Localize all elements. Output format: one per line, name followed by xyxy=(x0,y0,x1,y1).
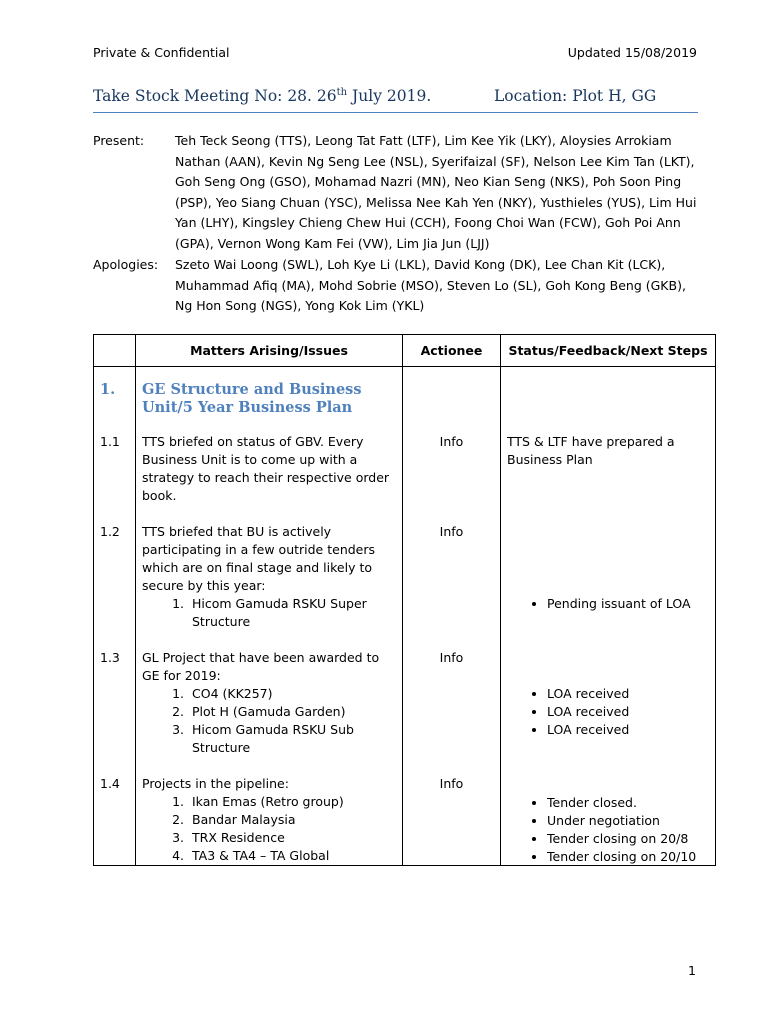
matter-list xyxy=(142,685,388,757)
actionee-column xyxy=(403,367,501,866)
present-label: Present: xyxy=(93,133,145,148)
list-item: 3. TRX Residence xyxy=(188,829,400,847)
status-bullet: • Under negotiation xyxy=(547,812,759,830)
status-bullet: • Pending issuant of LOA xyxy=(547,595,759,613)
col-header-num xyxy=(94,335,136,367)
meeting-title-sup: th xyxy=(336,87,348,98)
matter-text-line: Projects in the pipeline: xyxy=(142,776,289,791)
row-number: 1.4 xyxy=(100,776,120,791)
list-item: 1. Hicom Gamuda RSKU Super Structure xyxy=(188,595,388,631)
page-number: 1 xyxy=(688,963,696,978)
num-column xyxy=(94,367,136,866)
actionee: Info xyxy=(439,776,464,791)
matter-list xyxy=(142,595,388,631)
actionee: Info xyxy=(439,524,464,539)
header-confidential: Private & Confidential xyxy=(93,45,230,60)
matters-column xyxy=(136,367,403,866)
col-header-matters: Matters Arising/Issues xyxy=(136,335,403,367)
meeting-title xyxy=(93,87,431,105)
meeting-location: Location: Plot H, GG xyxy=(494,87,657,105)
matters-table xyxy=(93,334,716,866)
actionee: Info xyxy=(439,434,464,449)
list-item: 4. TA3 & TA4 – TA Global xyxy=(188,847,400,865)
status-1-4 xyxy=(501,794,759,866)
meeting-title-prefix: Take Stock Meeting No: 28. 26 xyxy=(93,87,337,106)
row-number: 1.3 xyxy=(100,650,120,665)
status-1-3 xyxy=(501,685,759,739)
list-item: 2. Bandar Malaysia xyxy=(188,811,400,829)
matter-text-line: GE for 2019: xyxy=(142,668,221,683)
list-item: 3. Hicom Gamuda RSKU Sub Structure xyxy=(188,721,388,757)
status-1-1 xyxy=(507,433,712,469)
matter-text-line: participating in a few outride tenders xyxy=(142,542,376,557)
status-bullet: • Tender closing on 20/10 xyxy=(547,848,759,866)
list-item: 1. Ikan Emas (Retro group) xyxy=(188,793,400,811)
matter-text-line: TTS briefed that BU is actively xyxy=(142,524,332,539)
section-title-line: Unit/5 Year Business Plan xyxy=(142,399,353,416)
status-text-line: Business Plan xyxy=(507,452,593,467)
matter-1-1 xyxy=(142,433,400,505)
list-item: 1. CO4 (KK257) xyxy=(188,685,388,703)
apologies-label: Apologies: xyxy=(93,257,159,272)
status-column xyxy=(501,367,716,866)
col-header-status: Status/Feedback/Next Steps xyxy=(501,335,716,367)
section-title xyxy=(142,381,397,417)
status-1-2 xyxy=(501,595,759,613)
status-text-line: TTS & LTF have prepared a xyxy=(507,434,675,449)
meeting-title-row xyxy=(93,87,698,111)
row-number: 1.2 xyxy=(100,524,120,539)
matter-text-line: which are on final stage and likely to xyxy=(142,560,373,575)
matter-text-line: book. xyxy=(142,488,177,503)
matter-text-line: TTS briefed on status of GBV. Every xyxy=(142,434,364,449)
status-bullet: • LOA received xyxy=(547,703,759,721)
status-bullet: • LOA received xyxy=(547,685,759,703)
status-bullet: • Tender closing on 20/8 xyxy=(547,830,759,848)
matter-list xyxy=(142,793,400,865)
matter-text-line: GL Project that have been awarded to xyxy=(142,650,380,665)
row-number: 1.1 xyxy=(100,434,120,449)
matter-1-2 xyxy=(142,523,400,631)
meeting-title-suffix: July 2019. xyxy=(347,87,432,106)
present-list: Teh Teck Seong (TTS), Leong Tat Fatt (LTF), Lim Kee Yik (LKY), Aloysies Arrokiam Nathan (AAN), Kevin Ng Seng Lee (NSL), Syerifaizal (SF), Nelson Lee Kim Tan (LKT), Goh Seng Ong (GSO), Mohamad Nazri (MN), Neo Kian Seng (NKS), Poh Soon Ping (PSP), Yeo Siang Chuan (YSC), Melissa Nee Kah Yen (NKY), Yusthieles (YUS), Lim Hui Yan (LHY), Kingsley Chieng Chew Hui (CCH), Foong Choi Wan (FCW), Goh Poi Ann (GPA), Vernon Wong Kam Fei (VW), Lim Jia Jun (LJJ) xyxy=(175,133,697,251)
title-divider xyxy=(93,112,698,113)
status-bullet: • Tender closed. xyxy=(547,794,759,812)
status-bullet: • LOA received xyxy=(547,721,759,739)
matter-text-line: Business Unit is to come up with a xyxy=(142,452,358,467)
matter-text-line: strategy to reach their respective order xyxy=(142,470,390,485)
apologies-list: Szeto Wai Loong (SWL), Loh Kye Li (LKL), David Kong (DK), Lee Chan Kit (LCK), Muhammad Afiq (MA), Mohd Sobrie (MSO), Steven Lo (SL), Goh Kong Beng (GKB), Ng Hon Song (NGS), Yong Kok Lim (YKL) xyxy=(175,257,686,314)
table-header-row xyxy=(94,335,716,367)
section-title-line: GE Structure and Business xyxy=(142,381,362,398)
matter-1-3 xyxy=(142,649,400,757)
table-body-row xyxy=(94,367,716,866)
header-updated-date: Updated 15/08/2019 xyxy=(567,45,697,60)
list-item: 2. Plot H (Gamuda Garden) xyxy=(188,703,388,721)
col-header-actionee: Actionee xyxy=(403,335,501,367)
actionee: Info xyxy=(439,650,464,665)
matter-text-line: secure by this year: xyxy=(142,578,266,593)
matter-1-4 xyxy=(142,775,400,865)
section-number: 1. xyxy=(100,381,116,398)
